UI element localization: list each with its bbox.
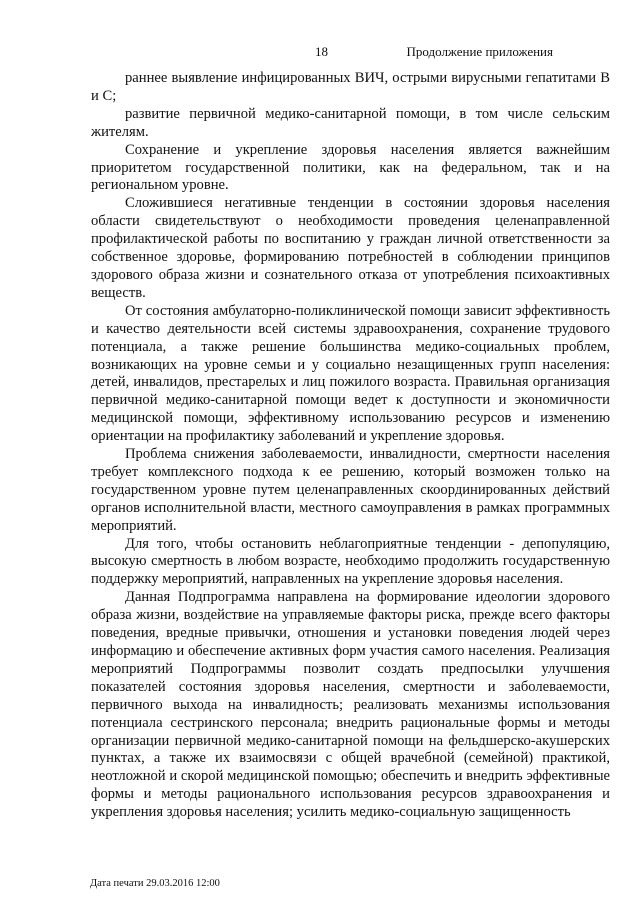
paragraph-primary-care-development: развитие первичной медико-санитарной помощи, в том числе сельским жителям. (91, 105, 610, 140)
paragraph-subprogram-goals: Данная Подпрограмма направлена на формирование идеологии здорового образа жизни, воздействие на управляемые факторы риска, прежде всего факторы поведения, вредные привычки, отношения и установки поведения людей через информацию и обеспечение активных форм участия самого населения. Реализация мероприятий Подпрограммы позволит создать предпосылки улучшения показателей состояния здоровья населения, смертности и заболеваемости, первичного выхода на инвалидность; реализовать механизмы использования потенциала сестринского персонала; внедрить рациональные формы и методы организации первичной медико-санитарной помощи на фельдшерско-акушерских пунктах, а также их взаимосвязи с общей врачебной (семейной) практикой, неотложной и скорой медицинской помощью; обеспечить и внедрить эффективные формы и методы рационального использования ресурсов здравоохранения и укрепления здоровья населения; усилить медико-социальную защищенность (91, 589, 610, 821)
paragraph-depopulation: Для того, чтобы остановить неблагоприятные тенденции - депопуляцию, высокую смертность в любом возрасте, необходимо продолжить государственную поддержку мероприятий, направленных на укрепление здоровья населения. (91, 535, 610, 588)
page-number: 18 (315, 44, 328, 59)
appendix-continuation-note: Продолжение приложения (406, 44, 553, 59)
document-body (91, 70, 610, 822)
paragraph-health-priority: Сохранение и укрепление здоровья населения является важнейшим приоритетом государственной политики, как на федеральном, так и на региональном уровне. (91, 141, 610, 194)
paragraph-outpatient-care: От состояния амбулаторно-поликлинической помощи зависит эффективность и качество деятельности всей системы здравоохранения, сохранение трудового потенциала, а также решение большинства медико-социальных проблем, возникающих на уровне семьи и у социально незащищенных групп населения: детей, инвалидов, престарелых и лиц пожилого возраста. Правильная организация первичной медико-санитарной помощи ведет к доступности и экономичности медицинской помощи, эффективному использованию ресурсов и изменению ориентации на профилактику заболеваний и укрепление здоровья. (91, 302, 610, 445)
print-date: Дата печати 29.03.2016 12:00 (90, 878, 220, 889)
paragraph-morbidity-problem: Проблема снижения заболеваемости, инвалидности, смертности населения требует комплексного подхода к ее решению, который возможен только на государственном уровне путем целенаправленных скоординированных действий органов исполнительной власти, местного самоуправления в рамках программных мероприятий. (91, 446, 610, 534)
paragraph-early-detection: раннее выявление инфицированных ВИЧ, острыми вирусными гепатитами В и С; (91, 70, 610, 104)
paragraph-negative-trends: Сложившиеся негативные тенденции в состоянии здоровья населения области свидетельствуют о необходимости проведения целенаправленной профилактической работы по воспитанию у граждан личной ответственности за собственное здоровье, формированию потребностей в соблюдении принципов здорового образа жизни и сознательного отказа от употребления психоактивных веществ. (91, 195, 610, 301)
